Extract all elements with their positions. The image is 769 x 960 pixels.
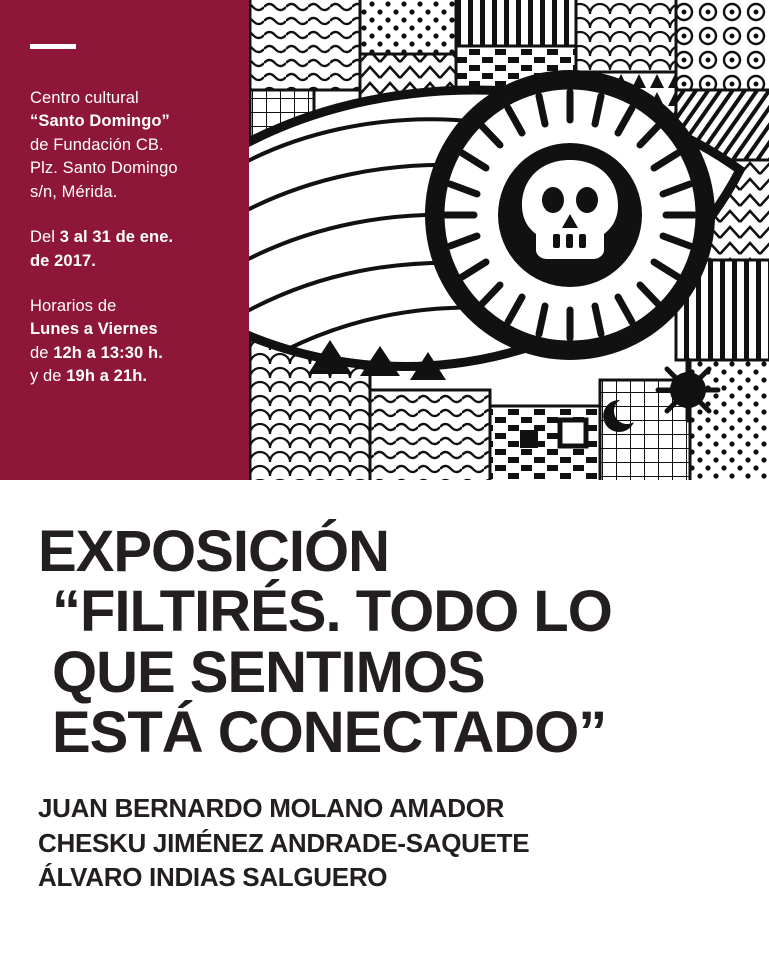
schedule-morning: 12h a 13:30 h. xyxy=(53,343,163,362)
schedule-evening: 19h a 21h. xyxy=(66,367,148,386)
title-line-1: EXPOSICIÓN xyxy=(38,519,389,584)
title-line-3: QUE SENTIMOS xyxy=(52,639,485,705)
title-line-4: ESTÁ CONECTADO” xyxy=(52,699,607,765)
panel-rule xyxy=(30,44,76,49)
schedule-days: Lunes a Viernes xyxy=(30,320,158,339)
author-1: JUAN BERNARDO MOLANO AMADOR xyxy=(38,793,505,824)
title-line-2: “FILTIRÉS. TODO LO xyxy=(52,579,612,645)
dates-range: 3 al 31 de ene. xyxy=(59,228,174,247)
author-2: CHESKU JIMÉNEZ ANDRADE-SAQUETE xyxy=(38,827,530,858)
venue-line-4: Plz. Santo Domingo xyxy=(30,159,178,178)
authors-list xyxy=(38,791,739,895)
schedule-evening-prefix: y de xyxy=(30,367,67,386)
venue-block xyxy=(30,87,223,204)
dates-block xyxy=(30,226,223,273)
schedule-label: Horarios de xyxy=(30,296,117,315)
author-3: ÁLVARO INDIAS SALGUERO xyxy=(38,862,388,893)
schedule-morning-prefix: de xyxy=(30,343,54,362)
page-title xyxy=(38,519,739,765)
dates-year: de 2017. xyxy=(30,251,96,270)
schedule-block xyxy=(30,295,223,389)
venue-line-3: de Fundación CB. xyxy=(30,135,164,154)
venue-line-5: s/n, Mérida. xyxy=(30,182,118,201)
venue-line-1: Centro cultural xyxy=(30,89,139,107)
info-panel xyxy=(0,0,249,480)
dates-prefix: Del xyxy=(30,228,60,247)
title-area xyxy=(0,480,769,960)
venue-line-2: “Santo Domingo” xyxy=(30,112,170,131)
